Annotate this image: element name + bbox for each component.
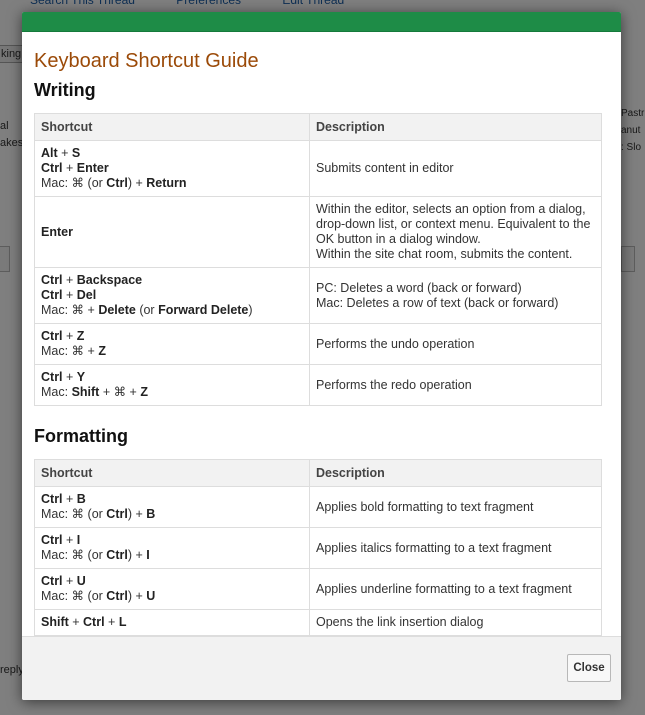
shortcut-line [41,589,303,604]
shortcut-text: Mac: ⌘ (or [41,548,107,562]
key-name: Ctrl [41,370,63,384]
shortcut-text: (or [135,303,159,317]
shortcut-text: Mac: ⌘ + [41,344,99,358]
shortcut-text: ) + [127,507,147,521]
shortcut-text: + [57,146,72,160]
key-name: Enter [76,161,109,175]
shortcut-text: Mac: ⌘ (or [41,507,107,521]
key-name: Z [76,329,85,343]
column-header-shortcut: Shortcut [35,460,310,487]
key-name: Ctrl [41,288,63,302]
key-name: U [76,574,86,588]
shortcut-line [41,615,303,630]
formatting-table-body [35,487,602,636]
shortcut-text: + [62,329,77,343]
description-cell [310,487,602,528]
key-name: Ctrl [41,329,63,343]
key-name: Delete [98,303,136,317]
key-name: Ctrl [106,507,128,521]
column-header-description: Description [310,114,602,141]
shortcut-cell [35,141,310,197]
dialog-header-bar[interactable] [22,12,621,32]
shortcut-line [41,492,303,507]
key-name: Y [76,370,86,384]
key-name: U [146,589,156,603]
description-cell [310,528,602,569]
key-name: Return [146,176,187,190]
table-row [35,141,602,197]
table-row [35,610,602,636]
column-header-shortcut: Shortcut [35,114,310,141]
shortcut-line [41,161,303,176]
shortcut-text: + [62,574,77,588]
key-name: Del [76,288,97,302]
dialog-footer [22,636,621,700]
table-row [35,365,602,406]
close-button[interactable]: Close [567,654,611,682]
shortcut-text: + [104,615,119,629]
shortcut-text: + [62,492,77,506]
description-cell [310,324,602,365]
shortcut-text: + [62,533,77,547]
shortcut-line [41,288,303,303]
shortcut-text: + [62,370,77,384]
shortcut-text: + [62,161,77,175]
table-row [35,324,602,365]
description-text: Applies bold formatting to text fragment [316,499,534,514]
shortcut-text: ) + [127,548,147,562]
key-name: Ctrl [41,574,63,588]
shortcut-text: ) + [127,589,147,603]
key-name: Enter [41,224,73,239]
shortcut-line [41,344,303,359]
keyboard-shortcut-dialog [22,12,621,700]
key-name: Shift [71,385,100,399]
key-name: Ctrl [106,548,128,562]
shortcut-line [41,533,303,548]
section-title-writing: Writing [34,80,96,100]
key-name: Ctrl [41,273,63,287]
key-name: Shift [41,615,69,629]
description-text: Performs the redo operation [316,377,472,392]
dialog-body[interactable] [22,32,621,637]
key-name: L [118,615,127,629]
shortcut-cell [35,610,310,636]
key-name: Backspace [76,273,143,287]
key-name: B [146,507,156,521]
shortcut-line [41,574,303,589]
shortcut-text: + [62,273,77,287]
dialog-title: Keyboard Shortcut Guide [34,50,259,72]
shortcut-cell [35,324,310,365]
table-header-row [35,460,602,487]
key-name: Z [98,344,106,358]
shortcut-line [41,548,303,563]
shortcut-text: + [62,288,77,302]
key-name: Forward Delete [158,303,249,317]
writing-table-body [35,141,602,406]
description-text: Mac: Deletes a row of text (back or forward) [316,295,559,310]
shortcut-line [41,273,303,288]
shortcut-line [41,370,303,385]
description-text: Opens the link insertion dialog [316,615,484,629]
shortcut-line [41,507,303,522]
column-header-description: Description [310,460,602,487]
description-text: Performs the undo operation [316,336,475,351]
shortcut-text: + ⌘ + [99,385,141,399]
key-name: Ctrl [41,492,63,506]
table-row [35,197,602,268]
table-row [35,569,602,610]
shortcut-text: Mac: ⌘ (or [41,589,107,603]
description-text: Submits content in editor [316,161,454,175]
shortcut-line [41,146,303,161]
key-name: Alt [41,146,58,160]
key-name: Ctrl [106,176,128,190]
writing-shortcuts-table [34,113,602,406]
key-name: B [76,492,86,506]
shortcut-cell [35,365,310,406]
key-name: Ctrl [83,615,105,629]
shortcut-text: Mac: ⌘ + [41,303,99,317]
key-name: I [76,533,81,547]
shortcut-line [41,225,303,240]
description-cell [310,268,602,324]
shortcut-line [41,176,303,191]
shortcut-line [41,329,303,344]
description-text: Applies italics formatting to a text fragment [316,540,552,555]
description-cell [310,610,602,636]
key-name: S [71,146,81,160]
description-text: PC: Deletes a word (back or forward) [316,280,522,295]
table-header-row [35,114,602,141]
description-cell [310,197,602,268]
description-cell [310,569,602,610]
shortcut-line [41,385,303,400]
description-text: Within the site chat room, submits the content. [316,247,573,261]
shortcut-cell [35,268,310,324]
shortcut-text: Mac: [41,385,72,399]
shortcut-cell [35,487,310,528]
key-name: Ctrl [106,589,128,603]
key-name: Ctrl [41,161,63,175]
shortcut-cell [35,528,310,569]
table-row [35,528,602,569]
shortcut-cell [35,569,310,610]
key-name: Ctrl [41,533,63,547]
shortcut-text: + [68,615,84,629]
section-title-formatting: Formatting [34,426,128,446]
description-cell [310,365,602,406]
table-row [35,268,602,324]
shortcut-text: Mac: ⌘ (or [41,176,107,190]
key-name: Z [140,385,148,399]
key-name: I [146,548,150,562]
shortcut-text: ) [248,303,253,317]
description-cell [310,141,602,197]
table-row [35,487,602,528]
description-text: Applies underline formatting to a text fragment [316,581,572,596]
formatting-shortcuts-table [34,459,602,636]
shortcut-text: ) + [127,176,147,190]
shortcut-line [41,303,303,318]
shortcut-cell [35,197,310,268]
description-text: Within the editor, selects an option from a dialog, drop-down list, or context menu. Equivalent to the OK button in a dialog window. [316,202,591,246]
